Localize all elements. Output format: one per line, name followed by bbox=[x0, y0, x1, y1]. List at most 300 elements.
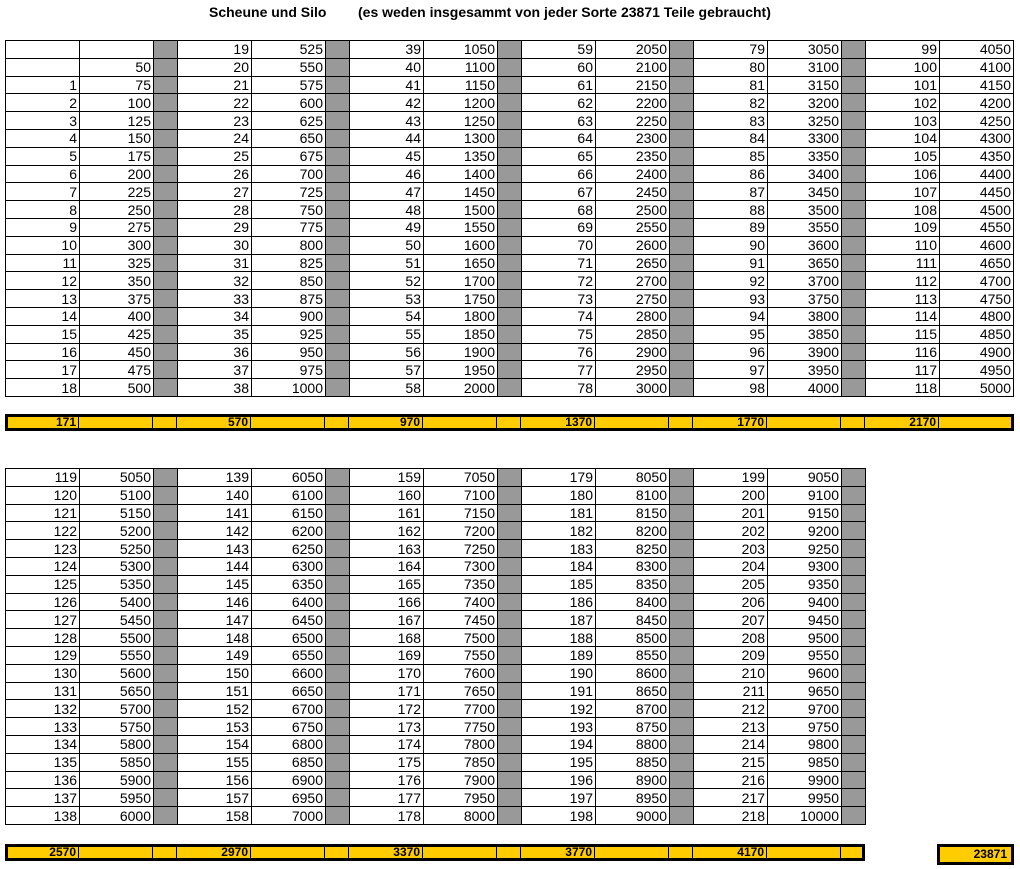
value-cell[interactable]: 9400 bbox=[768, 593, 842, 611]
sum-cell[interactable]: 3770 bbox=[521, 847, 595, 858]
piece-number-cell[interactable]: 180 bbox=[522, 486, 596, 504]
value-cell[interactable]: 8800 bbox=[596, 735, 670, 753]
piece-number-cell[interactable]: 34 bbox=[178, 307, 252, 325]
piece-number-cell[interactable]: 113 bbox=[866, 290, 940, 308]
value-cell[interactable]: 100 bbox=[80, 94, 154, 112]
value-cell[interactable]: 1000 bbox=[252, 379, 326, 397]
piece-number-cell[interactable]: 181 bbox=[522, 504, 596, 522]
value-cell[interactable]: 1850 bbox=[424, 325, 498, 343]
value-cell[interactable]: 4900 bbox=[940, 343, 1014, 361]
value-cell[interactable]: 9500 bbox=[768, 629, 842, 647]
value-cell[interactable]: 4250 bbox=[940, 112, 1014, 130]
piece-number-cell[interactable]: 29 bbox=[178, 218, 252, 236]
value-cell[interactable]: 350 bbox=[80, 272, 154, 290]
piece-number-cell[interactable]: 1 bbox=[6, 76, 80, 94]
piece-number-cell[interactable]: 22 bbox=[178, 94, 252, 112]
value-cell[interactable]: 4550 bbox=[940, 218, 1014, 236]
piece-number-cell[interactable]: 61 bbox=[522, 76, 596, 94]
piece-number-cell[interactable]: 111 bbox=[866, 254, 940, 272]
piece-number-cell[interactable]: 146 bbox=[178, 593, 252, 611]
value-cell[interactable]: 9450 bbox=[768, 611, 842, 629]
piece-number-cell[interactable]: 159 bbox=[350, 469, 424, 487]
piece-number-cell[interactable] bbox=[6, 41, 80, 59]
piece-number-cell[interactable]: 51 bbox=[350, 254, 424, 272]
piece-number-cell[interactable]: 109 bbox=[866, 218, 940, 236]
piece-number-cell[interactable]: 103 bbox=[866, 112, 940, 130]
piece-number-cell[interactable]: 77 bbox=[522, 361, 596, 379]
piece-number-cell[interactable]: 89 bbox=[694, 218, 768, 236]
sum-cell[interactable]: 2570 bbox=[5, 847, 79, 858]
piece-number-cell[interactable]: 199 bbox=[694, 469, 768, 487]
value-cell[interactable]: 450 bbox=[80, 343, 154, 361]
piece-number-cell[interactable]: 81 bbox=[694, 76, 768, 94]
piece-number-cell[interactable]: 87 bbox=[694, 183, 768, 201]
value-cell[interactable]: 700 bbox=[252, 165, 326, 183]
piece-number-cell[interactable]: 212 bbox=[694, 700, 768, 718]
value-cell[interactable]: 8600 bbox=[596, 664, 670, 682]
grand-total-cell[interactable]: 23871 bbox=[937, 844, 1014, 865]
value-cell[interactable]: 600 bbox=[252, 94, 326, 112]
piece-number-cell[interactable]: 88 bbox=[694, 201, 768, 219]
piece-number-cell[interactable]: 139 bbox=[178, 469, 252, 487]
value-cell[interactable]: 9850 bbox=[768, 753, 842, 771]
piece-number-cell[interactable]: 116 bbox=[866, 343, 940, 361]
value-cell[interactable]: 7950 bbox=[424, 789, 498, 807]
piece-number-cell[interactable]: 192 bbox=[522, 700, 596, 718]
piece-number-cell[interactable]: 174 bbox=[350, 735, 424, 753]
value-cell[interactable]: 2050 bbox=[596, 41, 670, 59]
piece-number-cell[interactable]: 166 bbox=[350, 593, 424, 611]
value-cell[interactable]: 5150 bbox=[80, 504, 154, 522]
piece-number-cell[interactable]: 70 bbox=[522, 236, 596, 254]
piece-number-cell[interactable]: 99 bbox=[866, 41, 940, 59]
piece-number-cell[interactable]: 118 bbox=[866, 379, 940, 397]
value-cell[interactable]: 5500 bbox=[80, 629, 154, 647]
value-cell[interactable]: 7250 bbox=[424, 540, 498, 558]
piece-number-cell[interactable]: 149 bbox=[178, 646, 252, 664]
value-cell[interactable]: 5400 bbox=[80, 593, 154, 611]
piece-number-cell[interactable]: 147 bbox=[178, 611, 252, 629]
piece-number-cell[interactable]: 95 bbox=[694, 325, 768, 343]
piece-number-cell[interactable]: 125 bbox=[6, 575, 80, 593]
piece-number-cell[interactable]: 131 bbox=[6, 682, 80, 700]
value-cell[interactable]: 1550 bbox=[424, 218, 498, 236]
piece-number-cell[interactable]: 152 bbox=[178, 700, 252, 718]
piece-number-cell[interactable]: 170 bbox=[350, 664, 424, 682]
value-cell[interactable]: 5100 bbox=[80, 486, 154, 504]
piece-number-cell[interactable]: 80 bbox=[694, 58, 768, 76]
piece-number-cell[interactable]: 24 bbox=[178, 129, 252, 147]
sum-cell[interactable]: 4170 bbox=[693, 847, 767, 858]
piece-number-cell[interactable]: 30 bbox=[178, 236, 252, 254]
value-cell[interactable]: 3850 bbox=[768, 325, 842, 343]
value-cell[interactable]: 4350 bbox=[940, 147, 1014, 165]
value-cell[interactable]: 8750 bbox=[596, 718, 670, 736]
value-cell[interactable]: 2200 bbox=[596, 94, 670, 112]
value-cell[interactable]: 9750 bbox=[768, 718, 842, 736]
value-cell[interactable]: 4000 bbox=[768, 379, 842, 397]
value-cell[interactable]: 4500 bbox=[940, 201, 1014, 219]
piece-number-cell[interactable]: 134 bbox=[6, 735, 80, 753]
value-cell[interactable]: 4150 bbox=[940, 76, 1014, 94]
value-cell[interactable]: 4450 bbox=[940, 183, 1014, 201]
piece-number-cell[interactable]: 191 bbox=[522, 682, 596, 700]
value-cell[interactable]: 900 bbox=[252, 307, 326, 325]
piece-number-cell[interactable]: 60 bbox=[522, 58, 596, 76]
piece-number-cell[interactable]: 43 bbox=[350, 112, 424, 130]
piece-number-cell[interactable]: 48 bbox=[350, 201, 424, 219]
value-cell[interactable]: 8150 bbox=[596, 504, 670, 522]
value-cell[interactable]: 7450 bbox=[424, 611, 498, 629]
piece-number-cell[interactable]: 23 bbox=[178, 112, 252, 130]
piece-number-cell[interactable]: 169 bbox=[350, 646, 424, 664]
value-cell[interactable]: 5550 bbox=[80, 646, 154, 664]
piece-number-cell[interactable]: 114 bbox=[866, 307, 940, 325]
piece-number-cell[interactable]: 83 bbox=[694, 112, 768, 130]
piece-number-cell[interactable]: 196 bbox=[522, 771, 596, 789]
piece-number-cell[interactable]: 165 bbox=[350, 575, 424, 593]
value-cell[interactable]: 7700 bbox=[424, 700, 498, 718]
value-cell[interactable]: 8300 bbox=[596, 557, 670, 575]
piece-number-cell[interactable]: 144 bbox=[178, 557, 252, 575]
piece-number-cell[interactable]: 45 bbox=[350, 147, 424, 165]
piece-number-cell[interactable]: 5 bbox=[6, 147, 80, 165]
piece-number-cell[interactable]: 178 bbox=[350, 807, 424, 825]
value-cell[interactable]: 6650 bbox=[252, 682, 326, 700]
value-cell[interactable]: 9000 bbox=[596, 807, 670, 825]
piece-number-cell[interactable]: 98 bbox=[694, 379, 768, 397]
value-cell[interactable]: 500 bbox=[80, 379, 154, 397]
value-cell[interactable]: 4200 bbox=[940, 94, 1014, 112]
piece-number-cell[interactable]: 119 bbox=[6, 469, 80, 487]
value-cell[interactable]: 7350 bbox=[424, 575, 498, 593]
value-cell[interactable]: 1050 bbox=[424, 41, 498, 59]
value-cell[interactable]: 2250 bbox=[596, 112, 670, 130]
value-cell[interactable]: 5900 bbox=[80, 771, 154, 789]
value-cell[interactable]: 1150 bbox=[424, 76, 498, 94]
piece-number-cell[interactable]: 66 bbox=[522, 165, 596, 183]
value-cell[interactable]: 2600 bbox=[596, 236, 670, 254]
value-cell[interactable]: 7100 bbox=[424, 486, 498, 504]
value-cell[interactable]: 6500 bbox=[252, 629, 326, 647]
value-cell[interactable]: 8850 bbox=[596, 753, 670, 771]
value-cell[interactable]: 8000 bbox=[424, 807, 498, 825]
piece-number-cell[interactable]: 168 bbox=[350, 629, 424, 647]
piece-number-cell[interactable]: 52 bbox=[350, 272, 424, 290]
value-cell[interactable]: 8400 bbox=[596, 593, 670, 611]
piece-number-cell[interactable]: 153 bbox=[178, 718, 252, 736]
piece-number-cell[interactable]: 73 bbox=[522, 290, 596, 308]
piece-number-cell[interactable]: 126 bbox=[6, 593, 80, 611]
value-cell[interactable]: 1600 bbox=[424, 236, 498, 254]
piece-number-cell[interactable]: 142 bbox=[178, 522, 252, 540]
value-cell[interactable]: 9800 bbox=[768, 735, 842, 753]
piece-number-cell[interactable]: 102 bbox=[866, 94, 940, 112]
value-cell[interactable]: 2400 bbox=[596, 165, 670, 183]
piece-number-cell[interactable]: 216 bbox=[694, 771, 768, 789]
piece-number-cell[interactable]: 16 bbox=[6, 343, 80, 361]
piece-number-cell[interactable]: 213 bbox=[694, 718, 768, 736]
piece-number-cell[interactable]: 214 bbox=[694, 735, 768, 753]
piece-number-cell[interactable]: 123 bbox=[6, 540, 80, 558]
piece-number-cell[interactable]: 132 bbox=[6, 700, 80, 718]
value-cell[interactable]: 3650 bbox=[768, 254, 842, 272]
value-cell[interactable]: 1400 bbox=[424, 165, 498, 183]
piece-number-cell[interactable]: 53 bbox=[350, 290, 424, 308]
value-cell[interactable]: 8900 bbox=[596, 771, 670, 789]
value-cell[interactable]: 1450 bbox=[424, 183, 498, 201]
value-cell[interactable]: 775 bbox=[252, 218, 326, 236]
value-cell[interactable]: 3400 bbox=[768, 165, 842, 183]
value-cell[interactable]: 2500 bbox=[596, 201, 670, 219]
value-cell[interactable]: 2000 bbox=[424, 379, 498, 397]
piece-number-cell[interactable]: 171 bbox=[350, 682, 424, 700]
value-cell[interactable]: 4050 bbox=[940, 41, 1014, 59]
piece-number-cell[interactable]: 211 bbox=[694, 682, 768, 700]
piece-number-cell[interactable]: 82 bbox=[694, 94, 768, 112]
value-cell[interactable]: 925 bbox=[252, 325, 326, 343]
value-cell[interactable]: 550 bbox=[252, 58, 326, 76]
piece-number-cell[interactable]: 140 bbox=[178, 486, 252, 504]
value-cell[interactable]: 325 bbox=[80, 254, 154, 272]
piece-number-cell[interactable]: 154 bbox=[178, 735, 252, 753]
piece-number-cell[interactable]: 71 bbox=[522, 254, 596, 272]
piece-number-cell[interactable]: 72 bbox=[522, 272, 596, 290]
value-cell[interactable]: 6050 bbox=[252, 469, 326, 487]
value-cell[interactable]: 10000 bbox=[768, 807, 842, 825]
piece-number-cell[interactable]: 215 bbox=[694, 753, 768, 771]
value-cell[interactable]: 5750 bbox=[80, 718, 154, 736]
piece-number-cell[interactable]: 14 bbox=[6, 307, 80, 325]
value-cell[interactable]: 225 bbox=[80, 183, 154, 201]
value-cell[interactable]: 4650 bbox=[940, 254, 1014, 272]
value-cell[interactable]: 9350 bbox=[768, 575, 842, 593]
piece-number-cell[interactable]: 205 bbox=[694, 575, 768, 593]
value-cell[interactable]: 3150 bbox=[768, 76, 842, 94]
value-cell[interactable]: 5450 bbox=[80, 611, 154, 629]
value-cell[interactable]: 625 bbox=[252, 112, 326, 130]
piece-number-cell[interactable]: 15 bbox=[6, 325, 80, 343]
piece-number-cell[interactable]: 58 bbox=[350, 379, 424, 397]
piece-number-cell[interactable]: 54 bbox=[350, 307, 424, 325]
piece-number-cell[interactable]: 106 bbox=[866, 165, 940, 183]
value-cell[interactable]: 6850 bbox=[252, 753, 326, 771]
piece-number-cell[interactable]: 167 bbox=[350, 611, 424, 629]
value-cell[interactable]: 9550 bbox=[768, 646, 842, 664]
value-cell[interactable]: 75 bbox=[80, 76, 154, 94]
piece-number-cell[interactable]: 28 bbox=[178, 201, 252, 219]
piece-number-cell[interactable]: 8 bbox=[6, 201, 80, 219]
piece-number-cell[interactable]: 68 bbox=[522, 201, 596, 219]
piece-number-cell[interactable]: 163 bbox=[350, 540, 424, 558]
value-cell[interactable]: 7650 bbox=[424, 682, 498, 700]
piece-number-cell[interactable]: 202 bbox=[694, 522, 768, 540]
value-cell[interactable]: 5300 bbox=[80, 557, 154, 575]
piece-number-cell[interactable]: 105 bbox=[866, 147, 940, 165]
piece-number-cell[interactable]: 3 bbox=[6, 112, 80, 130]
value-cell[interactable]: 7200 bbox=[424, 522, 498, 540]
value-cell[interactable]: 3600 bbox=[768, 236, 842, 254]
value-cell[interactable]: 3950 bbox=[768, 361, 842, 379]
value-cell[interactable]: 7600 bbox=[424, 664, 498, 682]
piece-number-cell[interactable]: 150 bbox=[178, 664, 252, 682]
value-cell[interactable]: 250 bbox=[80, 201, 154, 219]
value-cell[interactable]: 425 bbox=[80, 325, 154, 343]
piece-number-cell[interactable]: 127 bbox=[6, 611, 80, 629]
value-cell[interactable]: 6150 bbox=[252, 504, 326, 522]
piece-number-cell[interactable]: 2 bbox=[6, 94, 80, 112]
value-cell[interactable]: 4950 bbox=[940, 361, 1014, 379]
value-cell[interactable]: 4600 bbox=[940, 236, 1014, 254]
piece-number-cell[interactable]: 85 bbox=[694, 147, 768, 165]
piece-number-cell[interactable]: 10 bbox=[6, 236, 80, 254]
piece-number-cell[interactable]: 173 bbox=[350, 718, 424, 736]
value-cell[interactable]: 375 bbox=[80, 290, 154, 308]
value-cell[interactable]: 200 bbox=[80, 165, 154, 183]
piece-number-cell[interactable]: 31 bbox=[178, 254, 252, 272]
piece-number-cell[interactable]: 187 bbox=[522, 611, 596, 629]
value-cell[interactable]: 5000 bbox=[940, 379, 1014, 397]
piece-number-cell[interactable]: 76 bbox=[522, 343, 596, 361]
value-cell[interactable]: 5850 bbox=[80, 753, 154, 771]
value-cell[interactable]: 1250 bbox=[424, 112, 498, 130]
value-cell[interactable]: 3200 bbox=[768, 94, 842, 112]
piece-number-cell[interactable]: 63 bbox=[522, 112, 596, 130]
value-cell[interactable]: 475 bbox=[80, 361, 154, 379]
piece-number-cell[interactable]: 124 bbox=[6, 557, 80, 575]
sum-cell[interactable]: 1770 bbox=[693, 417, 767, 428]
piece-number-cell[interactable]: 97 bbox=[694, 361, 768, 379]
value-cell[interactable]: 6800 bbox=[252, 735, 326, 753]
piece-number-cell[interactable]: 143 bbox=[178, 540, 252, 558]
value-cell[interactable]: 2700 bbox=[596, 272, 670, 290]
piece-number-cell[interactable]: 75 bbox=[522, 325, 596, 343]
value-cell[interactable]: 8950 bbox=[596, 789, 670, 807]
piece-number-cell[interactable]: 49 bbox=[350, 218, 424, 236]
value-cell[interactable]: 7000 bbox=[252, 807, 326, 825]
value-cell[interactable]: 7750 bbox=[424, 718, 498, 736]
value-cell[interactable]: 1350 bbox=[424, 147, 498, 165]
value-cell[interactable]: 8650 bbox=[596, 682, 670, 700]
piece-number-cell[interactable]: 44 bbox=[350, 129, 424, 147]
value-cell[interactable]: 825 bbox=[252, 254, 326, 272]
value-cell[interactable]: 3000 bbox=[596, 379, 670, 397]
piece-number-cell[interactable]: 39 bbox=[350, 41, 424, 59]
piece-number-cell[interactable]: 93 bbox=[694, 290, 768, 308]
sum-cell[interactable]: 2170 bbox=[865, 417, 939, 428]
piece-number-cell[interactable]: 91 bbox=[694, 254, 768, 272]
value-cell[interactable]: 2150 bbox=[596, 76, 670, 94]
piece-number-cell[interactable]: 74 bbox=[522, 307, 596, 325]
piece-number-cell[interactable]: 104 bbox=[866, 129, 940, 147]
value-cell[interactable]: 8700 bbox=[596, 700, 670, 718]
piece-number-cell[interactable]: 208 bbox=[694, 629, 768, 647]
value-cell[interactable]: 1700 bbox=[424, 272, 498, 290]
value-cell[interactable]: 8250 bbox=[596, 540, 670, 558]
value-cell[interactable]: 8050 bbox=[596, 469, 670, 487]
value-cell[interactable]: 9250 bbox=[768, 540, 842, 558]
piece-number-cell[interactable]: 33 bbox=[178, 290, 252, 308]
value-cell[interactable]: 4400 bbox=[940, 165, 1014, 183]
value-cell[interactable]: 175 bbox=[80, 147, 154, 165]
piece-number-cell[interactable]: 59 bbox=[522, 41, 596, 59]
piece-number-cell[interactable]: 164 bbox=[350, 557, 424, 575]
value-cell[interactable]: 6350 bbox=[252, 575, 326, 593]
value-cell[interactable]: 4800 bbox=[940, 307, 1014, 325]
piece-number-cell[interactable]: 7 bbox=[6, 183, 80, 201]
value-cell[interactable]: 9900 bbox=[768, 771, 842, 789]
piece-number-cell[interactable]: 79 bbox=[694, 41, 768, 59]
piece-number-cell[interactable]: 129 bbox=[6, 646, 80, 664]
value-cell[interactable]: 8550 bbox=[596, 646, 670, 664]
value-cell[interactable]: 6750 bbox=[252, 718, 326, 736]
piece-number-cell[interactable]: 25 bbox=[178, 147, 252, 165]
piece-number-cell[interactable]: 188 bbox=[522, 629, 596, 647]
value-cell[interactable]: 8500 bbox=[596, 629, 670, 647]
piece-number-cell[interactable]: 177 bbox=[350, 789, 424, 807]
piece-number-cell[interactable]: 37 bbox=[178, 361, 252, 379]
piece-number-cell[interactable]: 206 bbox=[694, 593, 768, 611]
piece-number-cell[interactable]: 112 bbox=[866, 272, 940, 290]
value-cell[interactable]: 4750 bbox=[940, 290, 1014, 308]
value-cell[interactable]: 9100 bbox=[768, 486, 842, 504]
piece-number-cell[interactable]: 157 bbox=[178, 789, 252, 807]
value-cell[interactable]: 6450 bbox=[252, 611, 326, 629]
value-cell[interactable]: 7400 bbox=[424, 593, 498, 611]
value-cell[interactable]: 2850 bbox=[596, 325, 670, 343]
value-cell[interactable]: 1900 bbox=[424, 343, 498, 361]
value-cell[interactable]: 950 bbox=[252, 343, 326, 361]
value-cell[interactable]: 6200 bbox=[252, 522, 326, 540]
piece-number-cell[interactable]: 55 bbox=[350, 325, 424, 343]
value-cell[interactable]: 275 bbox=[80, 218, 154, 236]
piece-number-cell[interactable]: 64 bbox=[522, 129, 596, 147]
value-cell[interactable]: 1950 bbox=[424, 361, 498, 379]
value-cell[interactable]: 1200 bbox=[424, 94, 498, 112]
piece-number-cell[interactable]: 121 bbox=[6, 504, 80, 522]
value-cell[interactable]: 1650 bbox=[424, 254, 498, 272]
piece-number-cell[interactable]: 38 bbox=[178, 379, 252, 397]
piece-number-cell[interactable]: 107 bbox=[866, 183, 940, 201]
piece-number-cell[interactable]: 217 bbox=[694, 789, 768, 807]
value-cell[interactable]: 3450 bbox=[768, 183, 842, 201]
value-cell[interactable]: 8100 bbox=[596, 486, 670, 504]
piece-number-cell[interactable]: 35 bbox=[178, 325, 252, 343]
value-cell[interactable]: 3350 bbox=[768, 147, 842, 165]
piece-number-cell[interactable]: 65 bbox=[522, 147, 596, 165]
value-cell[interactable]: 9200 bbox=[768, 522, 842, 540]
value-cell[interactable]: 675 bbox=[252, 147, 326, 165]
piece-number-cell[interactable]: 155 bbox=[178, 753, 252, 771]
value-cell[interactable]: 5050 bbox=[80, 469, 154, 487]
value-cell[interactable]: 8450 bbox=[596, 611, 670, 629]
value-cell[interactable]: 7500 bbox=[424, 629, 498, 647]
value-cell[interactable]: 7550 bbox=[424, 646, 498, 664]
value-cell[interactable]: 8350 bbox=[596, 575, 670, 593]
value-cell[interactable]: 1100 bbox=[424, 58, 498, 76]
value-cell[interactable]: 6550 bbox=[252, 646, 326, 664]
value-cell[interactable]: 7150 bbox=[424, 504, 498, 522]
value-cell[interactable]: 4300 bbox=[940, 129, 1014, 147]
piece-number-cell[interactable]: 198 bbox=[522, 807, 596, 825]
piece-number-cell[interactable]: 179 bbox=[522, 469, 596, 487]
value-cell[interactable]: 6700 bbox=[252, 700, 326, 718]
value-cell[interactable]: 5250 bbox=[80, 540, 154, 558]
piece-number-cell[interactable]: 47 bbox=[350, 183, 424, 201]
piece-number-cell[interactable]: 42 bbox=[350, 94, 424, 112]
value-cell[interactable]: 125 bbox=[80, 112, 154, 130]
piece-number-cell[interactable]: 186 bbox=[522, 593, 596, 611]
